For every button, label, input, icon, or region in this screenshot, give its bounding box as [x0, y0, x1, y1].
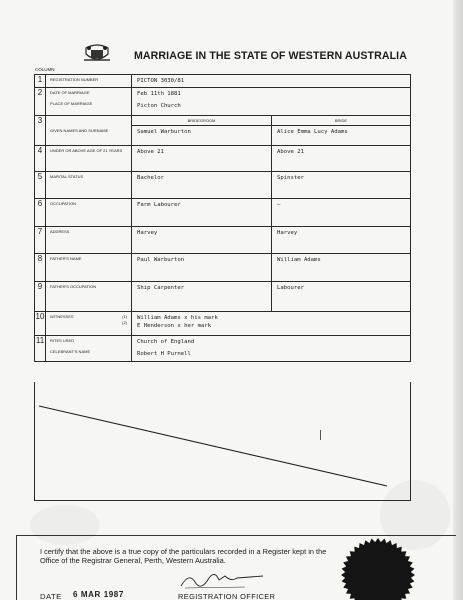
- field-label: MARITAL STATUS: [46, 172, 132, 199]
- date-of-marriage-value: Feb 11th 1881: [137, 91, 181, 97]
- row-registration-number: [35, 75, 411, 88]
- witnesses-value: [132, 312, 411, 336]
- official-seal-icon: [340, 537, 416, 600]
- row-witnesses: [35, 312, 411, 336]
- row-number: 5: [35, 172, 46, 199]
- marriage-register-table: [34, 74, 411, 362]
- registration-number-value: PICTON 3030/81: [132, 75, 411, 88]
- bridegroom-marital-status: Bachelor: [132, 172, 272, 199]
- bride-father-name: William Adams: [272, 254, 411, 282]
- field-label: GIVEN NAMES AND SURNAME: [46, 126, 132, 146]
- row-rites-celebrant: [35, 336, 411, 362]
- bridegroom-occupation: Farm Labourer: [132, 199, 272, 227]
- bride-marital-status: Spinster: [272, 172, 411, 199]
- header-spacer: [46, 116, 132, 126]
- bride-age: Above 21: [272, 146, 411, 172]
- witnesses-label: WITNESSES: [50, 314, 74, 319]
- row-number: 2: [35, 88, 46, 116]
- certification-statement: I certify that the above is a true copy of the particulars recorded in a Register kept in the Office of the Registrar General, Perth, Western Australia.: [40, 547, 327, 565]
- row-fathers-occupation: [35, 282, 411, 312]
- certification-date: 6 MAR 1987: [73, 590, 124, 599]
- page-edge-shadow: [453, 0, 463, 600]
- row-age: [35, 146, 411, 172]
- row-address: [35, 227, 411, 254]
- bridegroom-address: Harvey: [132, 227, 272, 254]
- witness-2-marker: (2): [122, 320, 127, 325]
- row-number: 10: [35, 312, 46, 336]
- bride-name: Alice Emma Lucy Adams: [272, 126, 411, 146]
- cancellation-line: [35, 382, 412, 501]
- witness-2: E Henderson x her mark: [137, 323, 212, 329]
- row-number: 1: [35, 75, 46, 88]
- rites-used-value: Church of England: [137, 339, 195, 345]
- row-number: 4: [35, 146, 46, 172]
- row-fathers-name: [35, 254, 411, 282]
- empty-cell: [272, 336, 411, 362]
- bridegroom-name: Samuel Warburton: [132, 126, 272, 146]
- row-occupation: [35, 199, 411, 227]
- registrar-signature: [175, 568, 265, 590]
- registration-officer-label: REGISTRATION OFFICER: [178, 592, 276, 600]
- field-label: OCCUPATION: [46, 199, 132, 227]
- row-number: 3: [35, 116, 46, 146]
- celebrant-name-value: Robert H Purnell: [137, 351, 191, 357]
- date-of-marriage-label: DATE OF MARRIAGE: [50, 90, 90, 95]
- cancelled-blank-area: [34, 382, 411, 501]
- field-label: ADDRESS: [46, 227, 132, 254]
- row-number: 9: [35, 282, 46, 312]
- field-label: FATHER'S NAME: [46, 254, 132, 282]
- place-of-marriage-value: Picton Church: [137, 103, 181, 109]
- bride-header: BRIDE: [272, 116, 411, 126]
- row-number: 8: [35, 254, 46, 282]
- row-column-headers: [35, 116, 411, 126]
- row-number: 6: [35, 199, 46, 227]
- row-number: 11: [35, 336, 46, 362]
- field-label: REGISTRATION NUMBER: [46, 75, 132, 88]
- bride-occupation: —: [272, 199, 411, 227]
- row-marital-status: [35, 172, 411, 199]
- column-label: COLUMN: [35, 67, 55, 72]
- field-label: [46, 88, 132, 116]
- date-place-value: [132, 88, 411, 116]
- document-title: MARRIAGE IN THE STATE OF WESTERN AUSTRALIA: [134, 50, 407, 62]
- state-crest-icon: [82, 42, 112, 66]
- witness-1: William Adams x his mark: [137, 315, 218, 321]
- field-label: [46, 312, 132, 336]
- bride-father-occupation: Labourer: [272, 282, 411, 312]
- date-label: DATE: [40, 592, 62, 600]
- bridegroom-father-occupation: Ship Carpenter: [132, 282, 272, 312]
- rites-celebrant-value: [132, 336, 272, 362]
- bridegroom-header: BRIDEGROOM: [132, 116, 272, 126]
- field-label: UNDER OR ABOVE AGE OF 21 YEARS: [46, 146, 132, 172]
- row-names: [35, 126, 411, 146]
- field-label: [46, 336, 132, 362]
- bridegroom-father-name: Paul Warburton: [132, 254, 272, 282]
- place-of-marriage-label: PLACE OF MARRIAGE: [50, 101, 93, 106]
- rites-used-label: RITES USED: [50, 338, 75, 343]
- row-date-place: [35, 88, 411, 116]
- celebrant-name-label: CELEBRANT'S NAME: [50, 349, 91, 354]
- row-number: 7: [35, 227, 46, 254]
- field-label: FATHER'S OCCUPATION: [46, 282, 132, 312]
- bride-address: Harvey: [272, 227, 411, 254]
- witness-1-marker: (1): [122, 314, 127, 319]
- bridegroom-age: Above 21: [132, 146, 272, 172]
- stray-mark: [320, 430, 321, 440]
